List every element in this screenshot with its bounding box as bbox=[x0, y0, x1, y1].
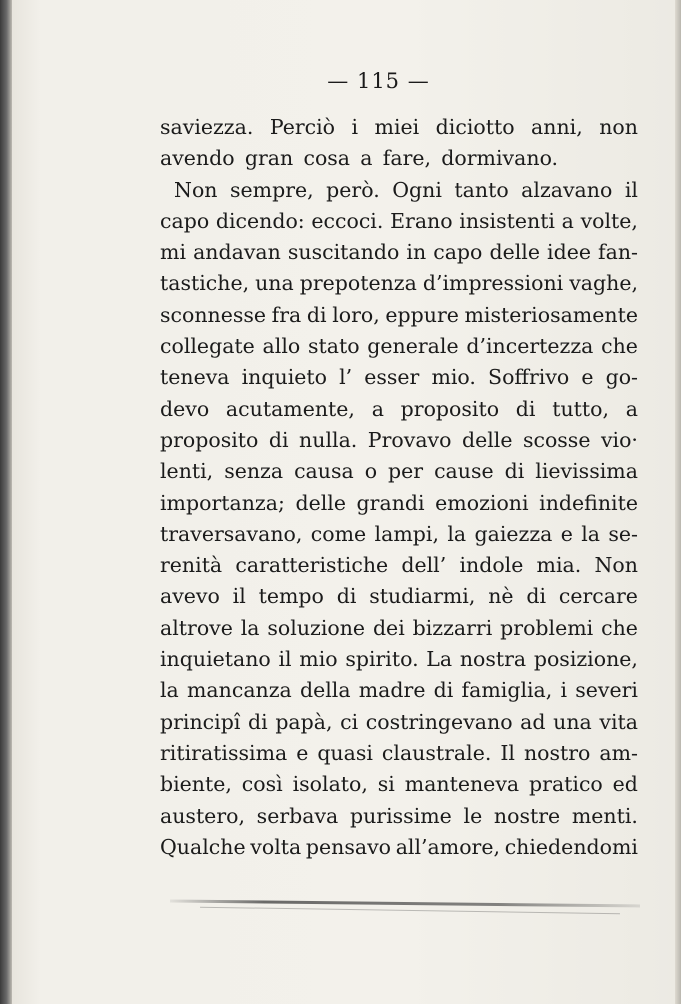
text-line: traversavano, come lampi, la gaiezza e la se- bbox=[160, 521, 638, 546]
body-text bbox=[160, 112, 638, 863]
text-line: ritiratissima e quasi claustrale. Il nostro am- bbox=[160, 740, 638, 765]
text-line: devo acutamente, a proposito di tutto, a bbox=[160, 396, 638, 421]
bottom-rule bbox=[170, 900, 640, 908]
text-line: tastiche, una prepotenza d’impressioni vaghe, bbox=[160, 271, 638, 296]
text-line: collegate allo stato generale d’incertezza che bbox=[160, 334, 638, 359]
text-line: austero, serbava purissime le nostre menti. bbox=[160, 803, 638, 828]
text-line: proposito di nulla. Provavo delle scosse vio· bbox=[160, 427, 638, 452]
text-line: la mancanza della madre di famiglia, i severi bbox=[160, 678, 638, 703]
text-line: biente, così isolato, si manteneva pratico ed bbox=[160, 772, 638, 797]
text-line: sconnesse fra di loro, eppure misteriosamente bbox=[160, 302, 638, 327]
text-line: teneva inquieto l’ esser mio. Soffrivo e go- bbox=[160, 365, 638, 390]
text-line: Non sempre, però. Ogni tanto alzavano il bbox=[174, 177, 638, 202]
text-line: saviezza. Perciò i miei diciotto anni, non bbox=[160, 115, 638, 139]
text-line: inquietano il mio spirito. La nostra posizione, bbox=[160, 647, 638, 672]
binding-shadow bbox=[0, 0, 12, 1004]
text-line: importanza; delle grandi emozioni indefinite bbox=[160, 490, 638, 515]
page-edge-shadow bbox=[675, 0, 681, 1004]
text-line: lenti, senza causa o per cause di lievissima bbox=[160, 459, 638, 484]
text-line: Qualche volta pensavo all’amore, chiedendomi bbox=[160, 834, 638, 859]
text-line: renità caratteristiche dell’ indole mia. Non bbox=[160, 553, 638, 578]
bottom-rule-faint bbox=[200, 907, 620, 915]
page-number: — 115 — bbox=[327, 69, 430, 93]
text-line: avendo gran cosa a fare, dormivano. bbox=[160, 146, 559, 171]
text-line: mi andavan suscitando in capo delle idee fan- bbox=[160, 240, 638, 265]
text-line: capo dicendo: eccoci. Erano insistenti a volte, bbox=[160, 208, 638, 233]
text-line: avevo il tempo di studiarmi, nè di cercare bbox=[160, 584, 638, 609]
text-line: principî di papà, ci costringevano ad una vita bbox=[160, 709, 638, 734]
text-line: altrove la soluzione dei bizzarri problemi che bbox=[160, 615, 638, 640]
